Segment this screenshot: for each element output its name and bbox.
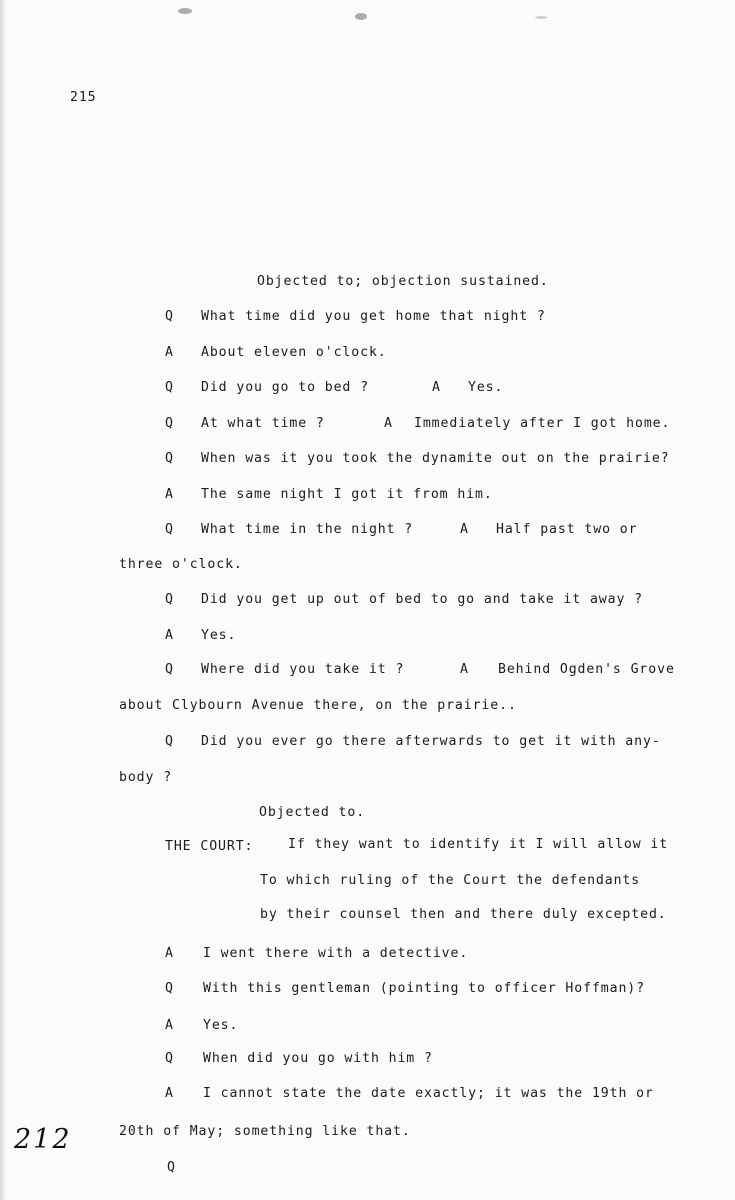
ruling-text: by their counsel then and there duly excepted.: [260, 907, 667, 922]
speaker-a: A: [165, 946, 174, 961]
testimony-text: Behind Ogden's Grove: [498, 662, 675, 677]
testimony-text: Yes.: [201, 628, 237, 643]
speaker-a: A: [165, 345, 174, 360]
page-number: 215: [70, 90, 97, 105]
testimony-text: Did you go to bed ?: [201, 380, 369, 395]
scan-mark: [535, 16, 547, 19]
speaker-a: A: [165, 1018, 174, 1033]
testimony-text: Where did you take it ?: [201, 662, 405, 677]
testimony-text: With this gentleman (pointing to officer Hoffman)?: [203, 981, 645, 996]
speaker-q: Q: [165, 522, 174, 537]
speaker-q: Q: [167, 1160, 176, 1175]
speaker-q: Q: [165, 451, 174, 466]
testimony-text: Did you ever go there afterwards to get it with any-: [201, 734, 661, 749]
speaker-a: A: [165, 487, 174, 502]
testimony-text: When did you go with him ?: [203, 1051, 433, 1066]
testimony-text: I went there with a detective.: [203, 946, 469, 961]
testimony-text: About eleven o'clock.: [201, 345, 387, 360]
testimony-text: Yes.: [468, 380, 504, 395]
testimony-text: At what time ?: [201, 416, 325, 431]
testimony-text: Yes.: [203, 1018, 239, 1033]
testimony-text: If they want to identify it I will allow it: [288, 837, 669, 852]
testimony-text: The same night I got it from him.: [201, 487, 493, 502]
speaker-q: Q: [165, 592, 174, 607]
speaker-a: A: [165, 628, 174, 643]
testimony-text: 20th of May; something like that.: [119, 1124, 411, 1139]
speaker-q: Q: [165, 309, 174, 324]
speaker-a: A: [460, 522, 469, 537]
handwritten-page-number: 212: [14, 1124, 72, 1155]
page-edge-shadow: [0, 0, 6, 1200]
testimony-text: Half past two or: [496, 522, 638, 537]
testimony-text: What time did you get home that night ?: [201, 309, 546, 324]
testimony-text: I cannot state the date exactly; it was the 19th or: [203, 1086, 654, 1101]
testimony-text: Immediately after I got home.: [414, 416, 671, 431]
speaker-q: Q: [165, 662, 174, 677]
speaker-a: A: [384, 416, 393, 431]
ruling-text: To which ruling of the Court the defendants: [260, 873, 641, 888]
speaker-q: Q: [165, 734, 174, 749]
speaker-a: A: [432, 380, 441, 395]
testimony-text: body ?: [119, 770, 173, 785]
objection-line: Objected to.: [259, 805, 366, 820]
speaker-q: Q: [165, 1051, 174, 1066]
testimony-text: What time in the night ?: [201, 522, 414, 537]
speaker-q: Q: [165, 416, 174, 431]
testimony-text: three o'clock.: [119, 557, 243, 572]
speaker-a: A: [460, 662, 469, 677]
objection-line: Objected to; objection sustained.: [257, 274, 549, 289]
speaker-court: THE COURT:: [165, 839, 254, 854]
scan-mark: [355, 13, 367, 20]
speaker-a: A: [165, 1086, 174, 1101]
testimony-text: about Clybourn Avenue there, on the prairie..: [119, 698, 517, 713]
testimony-text: Did you get up out of bed to go and take it away ?: [201, 592, 643, 607]
scan-mark: [178, 8, 192, 14]
speaker-q: Q: [165, 981, 174, 996]
testimony-text: When was it you took the dynamite out on the prairie?: [201, 451, 670, 466]
speaker-q: Q: [165, 380, 174, 395]
